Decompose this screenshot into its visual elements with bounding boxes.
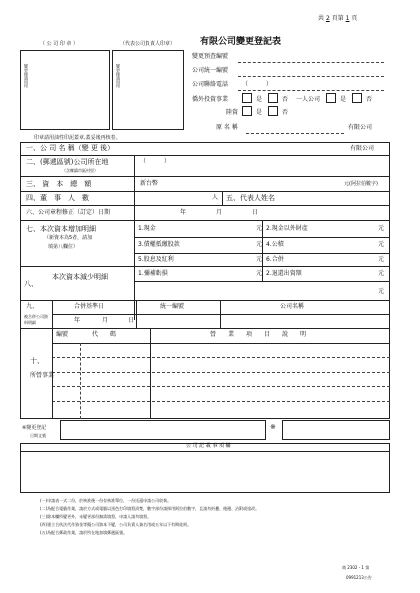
- grid-line: [52, 314, 390, 315]
- row8-label: 本次資本減少明細: [52, 273, 108, 281]
- approval-label2: 日期文號: [30, 433, 46, 438]
- phone-value: （ ）: [242, 81, 273, 88]
- r10-code-b: 代 碼: [92, 331, 117, 338]
- company-seal-box[interactable]: [20, 50, 110, 130]
- r6-month: 月: [216, 209, 223, 216]
- right-seal-note: 變更後請用印: [116, 64, 121, 88]
- yuan: 元: [378, 241, 385, 248]
- grid-line: [20, 300, 390, 301]
- grid-dash: [52, 372, 390, 373]
- r10-desc-header: 營 業 項 目 說 明: [210, 331, 307, 338]
- row10-side: 所營事業: [30, 372, 55, 379]
- capital-unit: 元(阿拉伯數字): [344, 181, 378, 187]
- sole-yes-label: 是: [340, 96, 347, 103]
- row10-num: 十、: [30, 357, 44, 365]
- china-label: 陸資: [226, 109, 239, 116]
- seal-note: 印章請用油性印泥蓋章,蓋妥後再核卷。: [34, 135, 121, 141]
- company-seal-label: （ 公 司 印 章 ）: [40, 41, 78, 47]
- row4-label: 四、董 事 人 數: [26, 194, 89, 202]
- yuan: 元: [256, 256, 263, 263]
- row8-num: 八、: [24, 280, 38, 288]
- grid-dash: [80, 343, 81, 419]
- r8-item-1: 1.彌補虧損: [138, 270, 168, 277]
- phone-label: 公司聯絡電話: [192, 81, 229, 88]
- grid-line: [20, 266, 390, 267]
- r6-day: 日: [252, 209, 259, 216]
- approval-box[interactable]: [60, 420, 266, 440]
- capital-input[interactable]: [166, 178, 366, 190]
- yuan: 元: [378, 225, 385, 232]
- row7-label: 七、本次資本增加明細: [26, 225, 96, 233]
- sole-yes-checkbox[interactable]: [326, 93, 336, 103]
- foreign-yes-checkbox[interactable]: [242, 93, 252, 103]
- grid-line: [222, 191, 223, 205]
- representative-input[interactable]: [280, 193, 388, 204]
- row5-label: 五、代表人姓名: [226, 194, 275, 202]
- sole-no-checkbox[interactable]: [352, 93, 362, 103]
- china-yes-checkbox[interactable]: [242, 106, 252, 116]
- grid-line: [262, 266, 263, 281]
- r7-item-6: 6.合併: [266, 256, 284, 263]
- row6-label: 六、公司章程修正（訂定）日期: [26, 209, 111, 216]
- yuan: 元: [256, 225, 263, 232]
- company-no-label: 公司統一編號: [192, 67, 229, 74]
- merge-no-header: 統一編號: [160, 303, 185, 310]
- grid-line: [20, 155, 390, 156]
- merge-name-input[interactable]: [222, 316, 388, 327]
- page-number: 共 2 頁第 1 頁: [318, 15, 358, 22]
- r7-item-4: 4.公積: [266, 241, 284, 248]
- grid-line: [20, 328, 390, 329]
- sole-label: 一人公司: [296, 96, 321, 103]
- r9-year: 年: [74, 317, 81, 324]
- grid-line: [134, 281, 390, 282]
- r7-item-5: 5.股息及紅利: [138, 256, 174, 263]
- approval-label: ※變更登記: [22, 425, 47, 431]
- grid-line: [20, 176, 390, 177]
- china-yes-label: 是: [256, 109, 263, 116]
- original-name-label: 原 名 稱: [216, 124, 238, 131]
- grid-line: [20, 191, 390, 192]
- grid-line: [20, 205, 390, 206]
- grid-line: [20, 451, 390, 452]
- r7-item-1: 1.現金: [138, 225, 156, 232]
- r9-month: 月: [102, 317, 109, 324]
- r8-item-2: 2.退還出資額: [266, 270, 302, 277]
- approval-mark: ※: [270, 423, 276, 431]
- grid-dash: [52, 386, 390, 387]
- pre-approval-field[interactable]: [238, 62, 384, 63]
- grid-line: [52, 300, 53, 419]
- row2-paren: （ ）: [140, 158, 171, 165]
- row7-sub2: 填第八欄位）: [48, 244, 79, 250]
- merge-name-header: 公司名稱: [280, 303, 305, 310]
- phone-field[interactable]: [238, 90, 384, 91]
- merge-no-input[interactable]: [138, 316, 218, 327]
- yuan: 元: [256, 241, 263, 248]
- yuan: 元: [378, 256, 385, 263]
- yuan: 元: [378, 270, 385, 277]
- approval-box-2[interactable]: [282, 420, 390, 440]
- merge-date-header: 合併基準日: [74, 303, 105, 310]
- address-input[interactable]: [136, 157, 388, 175]
- grid-dash: [52, 401, 390, 402]
- currency-label: 新台幣: [140, 180, 159, 187]
- row2-sub: （含鄉鎮市區村里）: [62, 168, 98, 173]
- row1-label: 一、公 司 名 稱（變 更 後）: [26, 144, 115, 152]
- row2-label: 二、(郵遞區號)公司所在地: [26, 158, 109, 166]
- sole-no-label: 否: [366, 96, 373, 103]
- form-title: 有限公司變更登記表: [200, 37, 282, 47]
- grid-line: [150, 328, 151, 419]
- grid-dash: [52, 357, 390, 358]
- company-no-field[interactable]: [238, 76, 384, 77]
- owner-seal-box[interactable]: [112, 50, 184, 130]
- row7-sub1: （新資本為5者，請加: [44, 235, 93, 241]
- r7-item-2: 2.現金以外財產: [266, 225, 308, 232]
- yuan: 元: [378, 288, 385, 295]
- foreign-no-checkbox[interactable]: [268, 93, 278, 103]
- china-no-checkbox[interactable]: [268, 106, 278, 116]
- r10-code-a: 編號: [56, 331, 69, 338]
- original-name-field[interactable]: [246, 133, 344, 134]
- owner-seal-label: （代表公司負責人印章）: [120, 41, 176, 47]
- footer-code: 商 2302 - 1 第: [342, 565, 370, 570]
- grid-line: [20, 220, 390, 221]
- row3-label: 三、 資 本 總 額: [26, 180, 92, 188]
- foreign-no-label: 否: [282, 96, 289, 103]
- yuan: 元: [256, 270, 263, 277]
- row1-suffix: 有限公司: [350, 145, 375, 152]
- foreign-yes-label: 是: [256, 96, 263, 103]
- r9-day: 日: [128, 317, 135, 324]
- china-no-label: 否: [282, 109, 289, 116]
- director-unit: 人: [212, 194, 219, 201]
- foreign-label: 僑外投資事業: [192, 96, 229, 103]
- footer-serial: 0991213公告: [346, 575, 372, 580]
- row9-side: 被合併公司資料明細: [24, 314, 48, 325]
- r6-year: 年: [180, 209, 187, 216]
- grid-line: [134, 155, 135, 320]
- director-count-input[interactable]: [136, 193, 219, 204]
- notes: (一)申請表一式二份，於核准後一份存核准單位，一份送還申請公司收執。 (二)為配合電腦作業，請於方式或電腦以黑色打印填寫清楚，數字部份請採用阿拉伯數字，且請勿折疊、捲邊、沾附或塗改。 (三)除本欄所變更外，未變更部份無需填寫，申請人請勿填寫。 (四)建立合伙法代作資金等擬公司資本不變，公司負責人簽名用或五年以下有期徒刑。 (五)為配合郵政作業，請於所在地加填郵遞區號。: [40, 498, 260, 535]
- row9-num: 九、: [26, 303, 39, 310]
- new-company-name-input[interactable]: [136, 144, 336, 154]
- amend-date-input[interactable]: [136, 207, 266, 219]
- left-seal-note: 變更後請用印: [24, 64, 29, 88]
- official-records-title: 公 司 記 載 事 項 欄: [186, 443, 231, 449]
- grid-line: [52, 343, 390, 344]
- r7-item-3: 3.債權抵繳股款: [138, 241, 180, 248]
- pre-approval-label: 變更預查編號: [192, 53, 229, 60]
- original-name-suffix: 有限公司: [348, 124, 373, 131]
